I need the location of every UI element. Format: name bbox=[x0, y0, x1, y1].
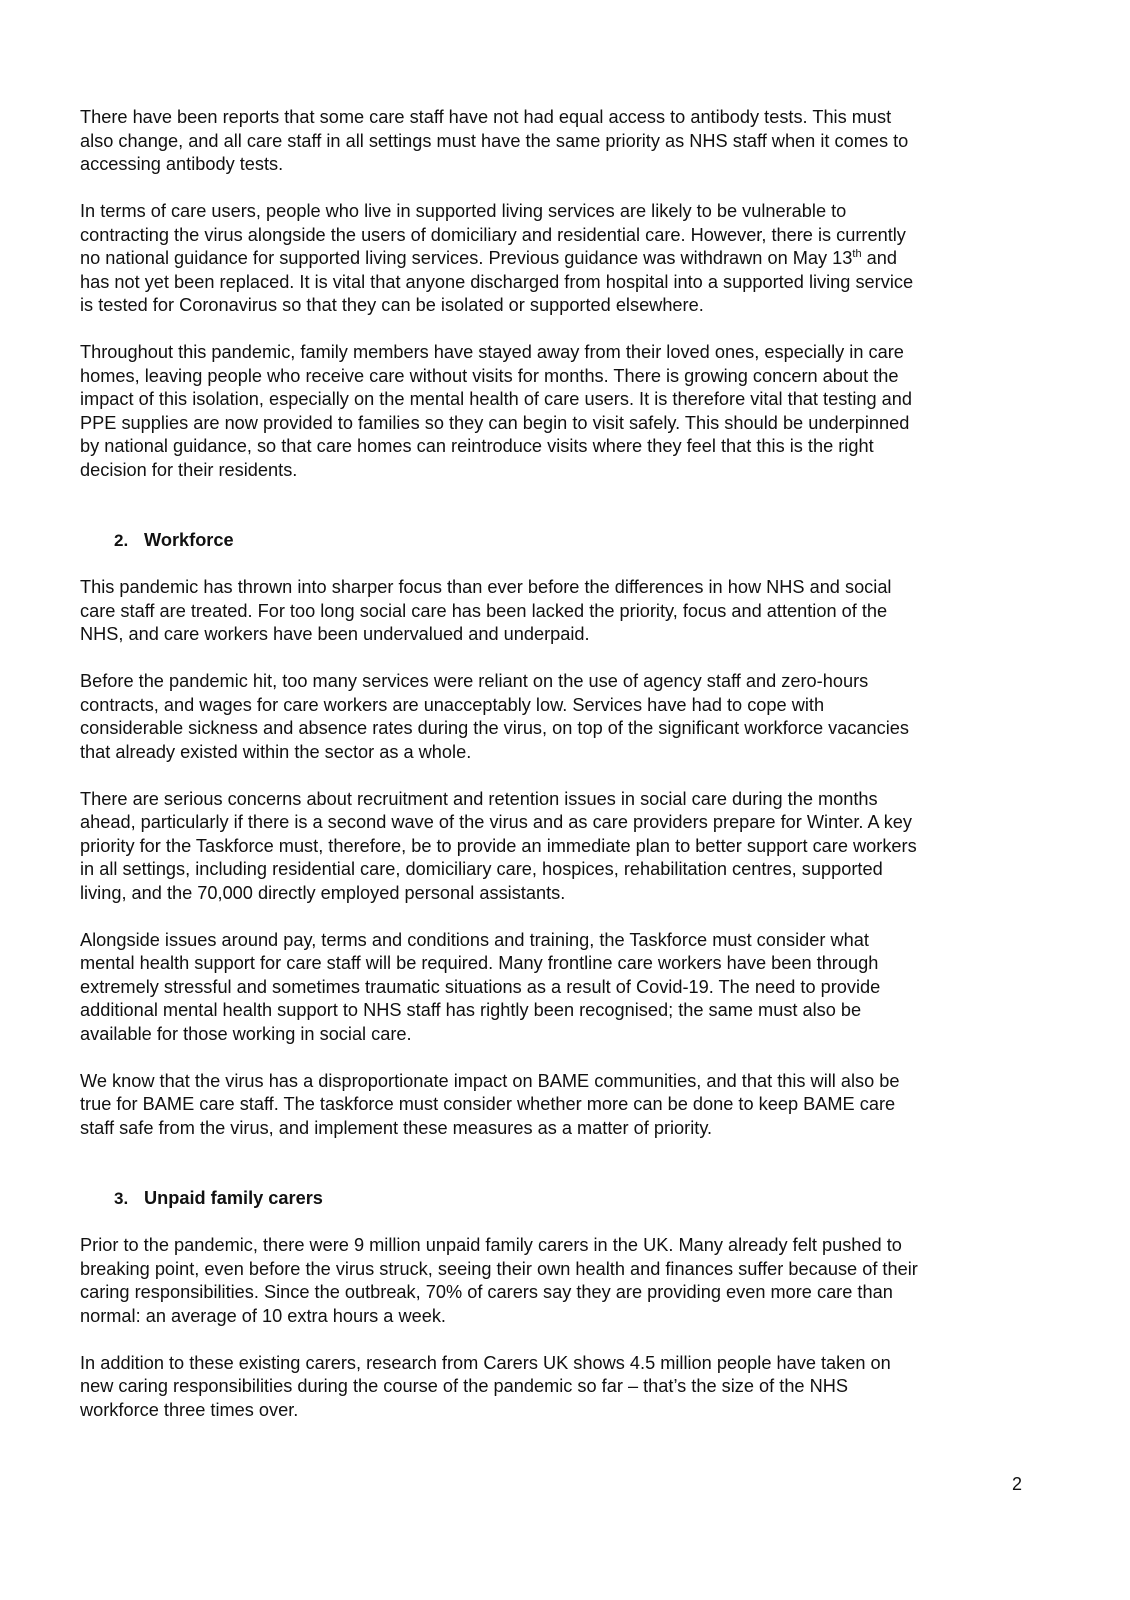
text-line: Throughout this pandemic, family members have stayed away from their loved ones, especially in care bbox=[80, 342, 904, 362]
paragraph bbox=[80, 106, 1060, 177]
text-span: and bbox=[861, 248, 897, 268]
section-heading-workforce: 2. Workforce bbox=[114, 530, 234, 550]
text-line: mental health support for care staff will be required. Many frontline care workers have been through bbox=[80, 953, 879, 973]
paragraph bbox=[80, 1070, 1060, 1141]
text-line: Alongside issues around pay, terms and conditions and training, the Taskforce must consider what bbox=[80, 929, 869, 950]
text-line: considerable sickness and absence rates during the virus, on top of the significant workforce vacancies bbox=[80, 718, 909, 738]
text-line: living, and the 70,000 directly employed personal assistants. bbox=[80, 882, 566, 903]
text-line: breaking point, even before the virus struck, seeing their own health and finances suffer because of their bbox=[80, 1258, 918, 1279]
text-line: additional mental health support to NHS staff has rightly been recognised; the same must also be bbox=[80, 1000, 862, 1020]
text-line: extremely stressful and sometimes traumatic situations as a result of Covid-19. The need to provide bbox=[80, 976, 881, 997]
text-line: In addition to these existing carers, research from Carers UK shows 4.5 million people have taken on bbox=[80, 1352, 891, 1373]
superscript: th bbox=[852, 248, 862, 260]
paragraph bbox=[80, 576, 1060, 647]
text-line: available for those working in social care. bbox=[80, 1023, 412, 1044]
text-line: also change, and all care staff in all settings must have the same priority as NHS staff when it comes to bbox=[80, 130, 909, 151]
text-line: contracts, and wages for care workers are unacceptably low. Services have had to cope with bbox=[80, 694, 825, 715]
paragraph bbox=[80, 200, 1060, 318]
text-line: There have been reports that some care staff have not had equal access to antibody tests. This must bbox=[80, 107, 892, 127]
text-line: This pandemic has thrown into sharper focus than ever before the differences in how NHS and social bbox=[80, 577, 892, 597]
text-line: homes, leaving people who receive care without visits for months. There is growing concern about the bbox=[80, 365, 899, 386]
text-span: no national guidance for supported living services. Previous guidance was withdrawn on May 13 bbox=[80, 248, 853, 268]
text-line: in all settings, including residential care, domiciliary care, hospices, rehabilitation centres, supported bbox=[80, 859, 883, 879]
text-line: We know that the virus has a disproportionate impact on BAME communities, and that this will also be bbox=[80, 1070, 900, 1091]
text-line: normal: an average of 10 extra hours a week. bbox=[80, 1305, 446, 1326]
text-line: that already existed within the sector as a whole. bbox=[80, 741, 472, 762]
text-line: Prior to the pandemic, there were 9 million unpaid family carers in the UK. Many already felt pushed to bbox=[80, 1235, 902, 1255]
text-line: true for BAME care staff. The taskforce must consider whether more can be done to keep BAME care bbox=[80, 1094, 896, 1114]
text-line: new caring responsibilities during the course of the pandemic so far – that’s the size of the NHS bbox=[80, 1376, 848, 1396]
paragraph bbox=[80, 341, 1060, 482]
text-line: NHS, and care workers have been undervalued and underpaid. bbox=[80, 624, 590, 644]
paragraph bbox=[80, 1234, 1060, 1328]
text-line: workforce three times over. bbox=[80, 1399, 299, 1420]
text-line: is tested for Coronavirus so that they can be isolated or supported elsewhere. bbox=[80, 295, 704, 315]
text-line: decision for their residents. bbox=[80, 459, 298, 480]
page-number: 2 bbox=[1012, 1474, 1023, 1494]
text-line: PPE supplies are now provided to families so they can begin to visit safely. This should be underpinned bbox=[80, 412, 910, 433]
paragraph bbox=[80, 788, 1060, 906]
paragraph bbox=[80, 670, 1060, 764]
text-line: In terms of care users, people who live in supported living services are likely to be vulnerable to bbox=[80, 201, 847, 221]
text-line: ahead, particularly if there is a second wave of the virus and as care providers prepare for Winter. A key bbox=[80, 812, 912, 832]
text-line: care staff are treated. For too long social care has been lacked the priority, focus and attention of the bbox=[80, 600, 888, 621]
text-line: staff safe from the virus, and implement these measures as a matter of priority. bbox=[80, 1117, 713, 1138]
workforce-section bbox=[80, 576, 1060, 1140]
text-line: by national guidance, so that care homes can reintroduce visits where they feel that this is the right bbox=[80, 436, 874, 456]
section-heading-unpaid-carers: 3. Unpaid family carers bbox=[114, 1188, 323, 1208]
text-line: contracting the virus alongside the users of domiciliary and residential care. However, there is currently bbox=[80, 224, 906, 245]
paragraph bbox=[80, 929, 1060, 1047]
paragraph bbox=[80, 1352, 1060, 1423]
text-line bbox=[80, 247, 1060, 271]
text-line: caring responsibilities. Since the outbreak, 70% of carers say they are providing even more care than bbox=[80, 1282, 893, 1302]
unpaid-carers-section bbox=[80, 1234, 1060, 1422]
text-line: accessing antibody tests. bbox=[80, 154, 284, 174]
intro-section bbox=[80, 106, 1060, 482]
document-page bbox=[80, 106, 1060, 1446]
text-line: impact of this isolation, especially on the mental health of care users. It is therefore vital that testing and bbox=[80, 389, 913, 409]
text-line: has not yet been replaced. It is vital that anyone discharged from hospital into a supported living service bbox=[80, 271, 914, 292]
text-line: There are serious concerns about recruitment and retention issues in social care during the months bbox=[80, 788, 878, 809]
text-line: priority for the Taskforce must, therefore, be to provide an immediate plan to better support care workers bbox=[80, 835, 917, 856]
text-line: Before the pandemic hit, too many services were reliant on the use of agency staff and zero-hours bbox=[80, 671, 869, 691]
